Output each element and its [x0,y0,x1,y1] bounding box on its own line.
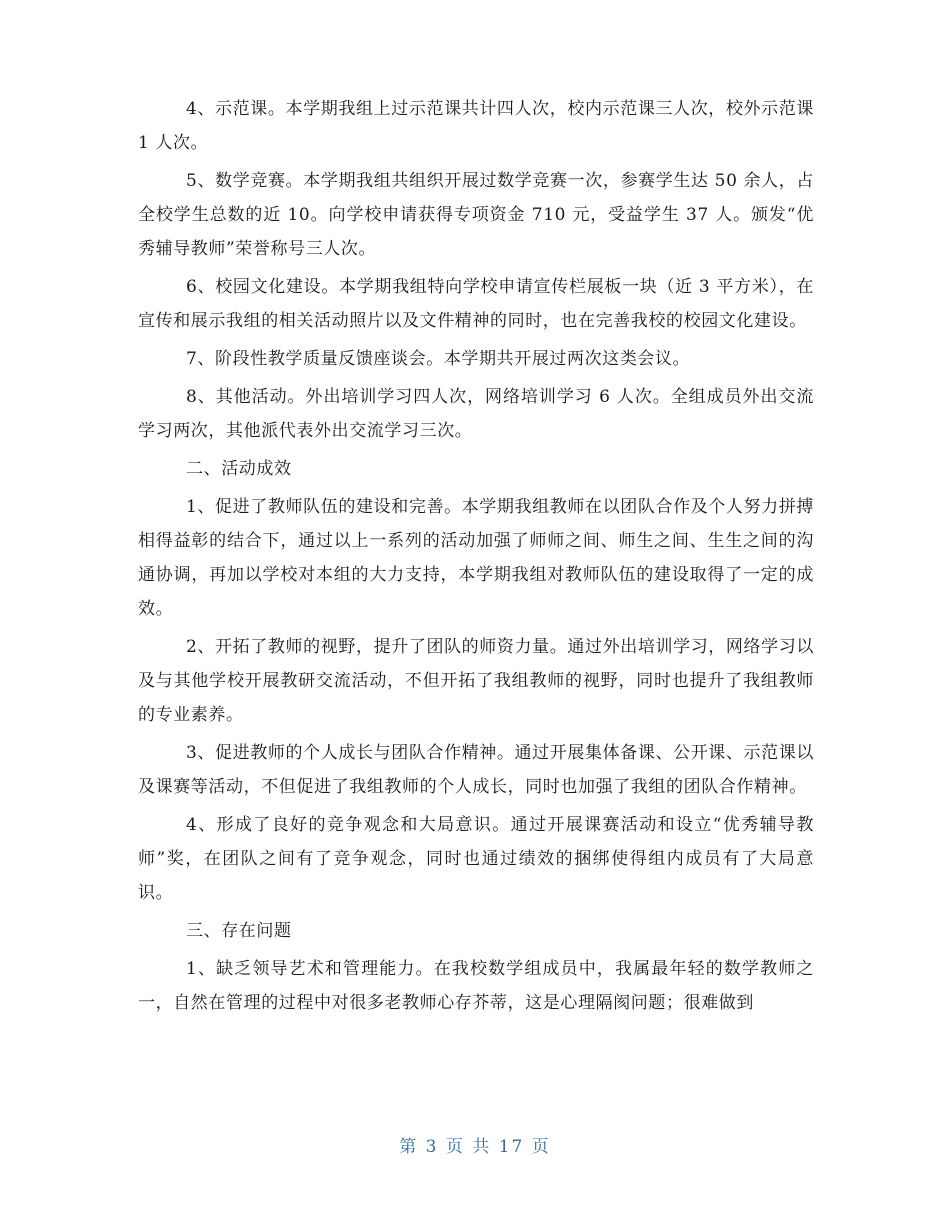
paragraph-math-contest: 5、数学竞赛。本学期我组共组织开展过数学竞赛一次，参赛学生达 50 余人，占全校学生总数的近 10。向学校申请获得专项资金 710 元，受益学生 37 人。颁发“优秀辅导教师”荣誉称号三人次。 [138,171,814,259]
paragraph-feedback-meeting: 7、阶段性教学质量反馈座谈会。本学期共开展过两次这类会议。 [186,349,691,369]
paragraph-result-team-building: 1、促进了教师队伍的建设和完善。本学期我组教师在以团队合作及个人努力拼搏相得益彰的结合下，通过以上一系列的活动加强了师师之间、师生之间、生生之间的沟通协调，再加以学校对本组的大力支持，本学期我组对教师队伍的建设取得了一定的成效。 [138,497,814,619]
document-body [138,92,814,1024]
paragraph-other-activities: 8、其他活动。外出培训学习四人次，网络培训学习 6 人次。全组成员外出交流学习两次，其他派代表外出交流学习三次。 [138,387,814,441]
paragraph-problem-leadership: 1、缺乏领导艺术和管理能力。在我校数学组成员中，我属最年轻的数学教师之一，自然在管理的过程中对很多老教师心存芥蒂，这是心理隔阂问题；很难做到 [138,959,814,1013]
paragraph-demo-class: 4、示范课。本学期我组上过示范课共计四人次，校内示范课三人次，校外示范课 1 人次。 [138,99,814,153]
section-heading-problems: 三、存在问题 [186,921,292,941]
paragraph-result-growth: 3、促进教师的个人成长与团队合作精神。通过开展集体备课、公开课、示范课以及课赛等活动，不但促进了我组教师的个人成长，同时也加强了我组的团队合作精神。 [138,743,814,797]
page-number-footer: 第 3 页 共 17 页 [399,1137,551,1157]
paragraph-campus-culture: 6、校园文化建设。本学期我组特向学校申请宣传栏展板一块（近 3 平方米），在宣传和展示我组的相关活动照片以及文件精神的同时，也在完善我校的校园文化建设。 [138,277,814,331]
section-heading-results: 二、活动成效 [186,459,292,479]
paragraph-result-vision: 2、开拓了教师的视野，提升了团队的师资力量。通过外出培训学习，网络学习以及与其他学校开展教研交流活动，不但开拓了我组教师的视野，同时也提升了我组教师的专业素养。 [138,637,814,725]
paragraph-result-competition: 4、形成了良好的竞争观念和大局意识。通过开展课赛活动和设立“优秀辅导教师”奖，在团队之间有了竞争观念，同时也通过绩效的捆绑使得组内成员有了大局意识。 [138,815,814,903]
